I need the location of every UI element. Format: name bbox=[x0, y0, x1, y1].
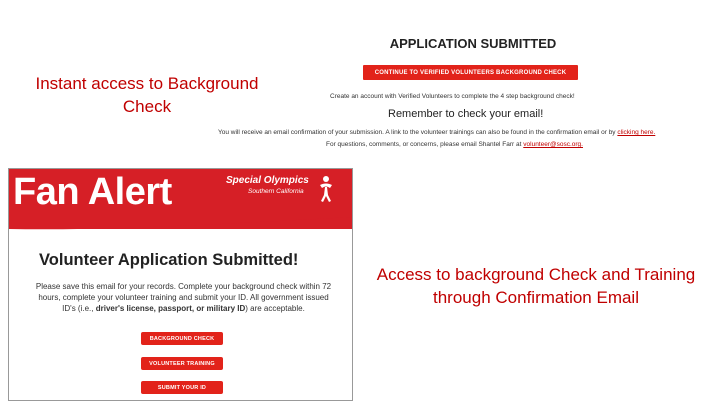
org-name: Special Olympics bbox=[226, 175, 309, 186]
fan-alert-title: Fan Alert bbox=[13, 171, 172, 213]
contact-text: For questions, comments, or concerns, please email Shantel Farr at bbox=[326, 141, 522, 148]
email-body-end: ) are acceptable. bbox=[245, 304, 305, 313]
email-body-text bbox=[31, 281, 336, 314]
confirmation-title: APPLICATION SUBMITTED bbox=[389, 36, 557, 51]
confirmation-page-panel bbox=[218, 30, 720, 155]
continue-background-check-button[interactable]: CONTINUE TO VERIFIED VOLUNTEERS BACKGROUND CHECK bbox=[363, 65, 578, 80]
background-check-button[interactable]: BACKGROUND CHECK bbox=[141, 332, 223, 345]
contact-line bbox=[326, 141, 583, 148]
clicking-here-link[interactable]: clicking here. bbox=[617, 129, 656, 136]
volunteer-training-button[interactable]: VOLUNTEER TRAINING bbox=[141, 357, 223, 370]
email-body-id-types: driver's license, passport, or military ID bbox=[95, 304, 246, 313]
confirmation-email-screenshot bbox=[8, 168, 353, 401]
confirmation-instruction: Create an account with Verified Volunteers to complete the 4 step background check! bbox=[330, 93, 575, 100]
notice-text: You will receive an email confirmation of your submission. A link to the volunteer trainings can also be found in the confirmation email or by bbox=[218, 129, 616, 136]
org-region: Southern California bbox=[248, 188, 304, 195]
notice-line bbox=[218, 129, 655, 136]
email-body-intro: Please save this email for your records. Complete your background check within 72 hours, complete your volunteer training and submit your ID. All government issued ID's (i.e., bbox=[35, 282, 332, 313]
submit-id-button[interactable]: SUBMIT YOUR ID bbox=[141, 381, 223, 394]
special-olympics-logo bbox=[226, 175, 336, 215]
email-heading: Volunteer Application Submitted! bbox=[39, 251, 299, 269]
special-olympics-emblem-icon bbox=[318, 175, 334, 203]
caption-email-access: Access to background Check and Training through Confirmation Email bbox=[376, 265, 696, 307]
contact-email-link[interactable]: volunteer@sosc.org. bbox=[523, 141, 583, 148]
reminder-text: Remember to check your email! bbox=[388, 108, 544, 120]
caption-instant-access: Instant access to Background Check bbox=[35, 74, 259, 116]
